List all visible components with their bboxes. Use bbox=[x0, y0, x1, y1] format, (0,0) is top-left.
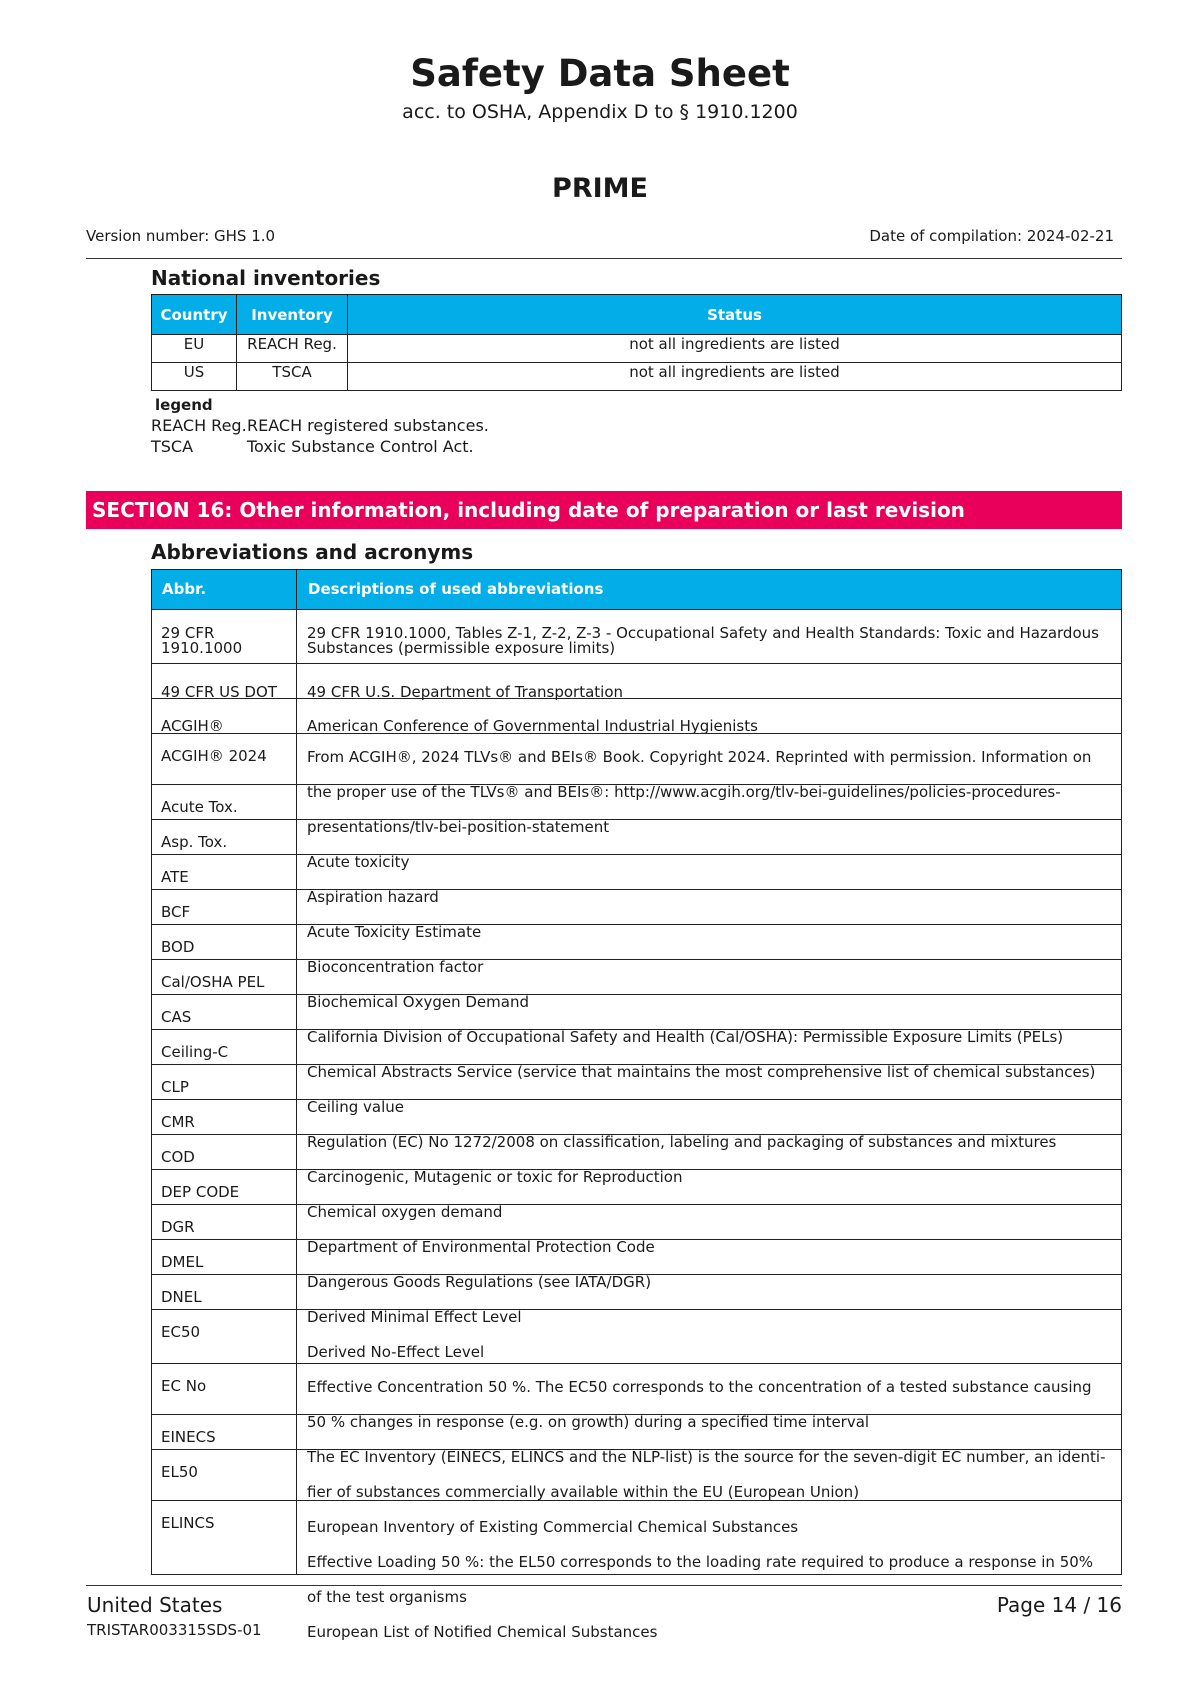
row-divider bbox=[151, 698, 1122, 699]
abbr-cell: EL50 bbox=[161, 1463, 198, 1481]
abbr-cell: ELINCS bbox=[161, 1514, 215, 1532]
description-line: Carcinogenic, Mutagenic or toxic for Reproduction bbox=[307, 1168, 683, 1186]
legend-key: TSCA bbox=[151, 437, 194, 456]
description-line: Ceiling value bbox=[307, 1098, 404, 1116]
table-row bbox=[152, 335, 1122, 363]
description-line: European Inventory of Existing Commercial Chemical Substances bbox=[307, 1518, 799, 1536]
description-line: Department of Environmental Protection Code bbox=[307, 1238, 655, 1256]
abbr-cell: ACGIH® 2024 bbox=[161, 747, 267, 765]
legend-value: Toxic Substance Control Act. bbox=[247, 437, 474, 456]
row-divider bbox=[151, 733, 1122, 734]
description-line: Biochemical Oxygen Demand bbox=[307, 993, 529, 1011]
description-cell: American Conference of Governmental Industrial Hygienists bbox=[307, 717, 758, 735]
page-number: Page 14 / 16 bbox=[996, 1593, 1122, 1617]
description-line: California Division of Occupational Safety and Health (Cal/OSHA): Permissible Exposure Limits (PELs) bbox=[307, 1028, 1064, 1046]
description-line: From ACGIH®, 2024 TLVs® and BEIs® Book. Copyright 2024. Reprinted with permission. Information on bbox=[307, 748, 1092, 766]
compilation-date: Date of compilation: 2024-02-21 bbox=[869, 227, 1114, 245]
descriptions-column bbox=[307, 740, 1117, 1650]
description-line: fier of substances commercially available within the EU (European Union) bbox=[307, 1483, 860, 1501]
status-cell: not all ingredients are listed bbox=[348, 335, 1122, 363]
abbr-cell: 49 CFR US DOT bbox=[161, 683, 277, 701]
description-cell: 49 CFR U.S. Department of Transportation bbox=[307, 683, 624, 701]
description-line: Effective Concentration 50 %. The EC50 corresponds to the concentration of a tested substance causing bbox=[307, 1378, 1092, 1396]
abbr-cell: BCF bbox=[161, 903, 191, 921]
abbr-cell: 29 CFR 1910.1000 bbox=[161, 624, 243, 657]
abbr-cell: DNEL bbox=[161, 1288, 202, 1306]
description-cell: 29 CFR 1910.1000, Tables Z-1, Z-2, Z-3 - Occupational Safety and Health Standards: Toxic and Hazardous Substances (permissible exposure limits) bbox=[307, 624, 1099, 657]
description-line: the proper use of the TLVs® and BEIs®: http://www.acgih.org/tlv-bei-guidelines/policies-procedures- bbox=[307, 783, 1061, 801]
document-title: Safety Data Sheet bbox=[410, 52, 790, 95]
document-subtitle: acc. to OSHA, Appendix D to § 1910.1200 bbox=[402, 101, 798, 123]
footer-divider bbox=[86, 1585, 1122, 1586]
column-header-descriptions: Descriptions of used abbreviations bbox=[308, 580, 604, 598]
abbr-cell: Cal/OSHA PEL bbox=[161, 973, 265, 991]
abbr-cell: Acute Tox. bbox=[161, 798, 238, 816]
column-header-status: Status bbox=[348, 295, 1122, 335]
abbr-cell: DGR bbox=[161, 1218, 195, 1236]
country-cell: EU bbox=[152, 335, 237, 363]
description-line: European List of Notified Chemical Substances bbox=[307, 1623, 658, 1641]
description-line: Aspiration hazard bbox=[307, 888, 439, 906]
table-column-divider bbox=[296, 569, 297, 610]
abbr-cell: DEP CODE bbox=[161, 1183, 240, 1201]
footer-document-code: TRISTAR003315SDS-01 bbox=[87, 1621, 262, 1639]
description-line: Bioconcentration factor bbox=[307, 958, 484, 976]
description-line: Dangerous Goods Regulations (see IATA/DGR) bbox=[307, 1273, 652, 1291]
national-inventories-table bbox=[151, 294, 1122, 391]
description-line: Acute Toxicity Estimate bbox=[307, 923, 482, 941]
abbr-cell: EC50 bbox=[161, 1323, 201, 1341]
column-header-inventory: Inventory bbox=[237, 295, 348, 335]
description-line: Derived No-Effect Level bbox=[307, 1343, 485, 1361]
legend-item bbox=[151, 437, 474, 456]
legend-value: REACH registered substances. bbox=[247, 416, 489, 435]
column-header-country: Country bbox=[152, 295, 237, 335]
description-line: Derived Minimal Effect Level bbox=[307, 1308, 522, 1326]
table-column-divider bbox=[296, 610, 297, 1575]
description-line: presentations/tlv-bei-position-statement bbox=[307, 818, 610, 836]
abbr-cell: ACGIH® bbox=[161, 717, 224, 735]
abbr-cell: CAS bbox=[161, 1008, 192, 1026]
status-cell: not all ingredients are listed bbox=[348, 363, 1122, 391]
abbr-cell: CLP bbox=[161, 1078, 189, 1096]
abbr-cell: COD bbox=[161, 1148, 195, 1166]
national-inventories-heading: National inventories bbox=[151, 266, 381, 290]
description-line: Chemical oxygen demand bbox=[307, 1203, 503, 1221]
column-header-abbr: Abbr. bbox=[162, 580, 207, 598]
abbr-cell: EC No bbox=[161, 1377, 207, 1395]
abbr-cell: EINECS bbox=[161, 1428, 216, 1446]
abbr-cell: CMR bbox=[161, 1113, 195, 1131]
abbr-cell: ATE bbox=[161, 868, 189, 886]
row-divider bbox=[151, 663, 1122, 664]
abbr-cell: DMEL bbox=[161, 1253, 204, 1271]
version-number: Version number: GHS 1.0 bbox=[86, 227, 276, 245]
description-line: of the test organisms bbox=[307, 1588, 467, 1606]
description-line: Chemical Abstracts Service (service that maintains the most comprehensive list of chemical substances) bbox=[307, 1063, 1096, 1081]
table-row bbox=[152, 363, 1122, 391]
inventory-cell: TSCA bbox=[237, 363, 348, 391]
abbreviations-heading: Abbreviations and acronyms bbox=[151, 540, 474, 564]
inventory-cell: REACH Reg. bbox=[237, 335, 348, 363]
abbr-cell: BOD bbox=[161, 938, 195, 956]
description-line: 50 % changes in response (e.g. on growth) during a specified time interval bbox=[307, 1413, 870, 1431]
legend-key: REACH Reg. bbox=[151, 416, 247, 435]
legend-item bbox=[151, 416, 489, 435]
abbr-cell: Ceiling-C bbox=[161, 1043, 229, 1061]
header-divider bbox=[86, 258, 1122, 259]
description-line: Regulation (EC) No 1272/2008 on classification, labeling and packaging of substances and mixtures bbox=[307, 1133, 1057, 1151]
country-cell: US bbox=[152, 363, 237, 391]
description-line: Acute toxicity bbox=[307, 853, 410, 871]
product-name: PRIME bbox=[552, 173, 648, 204]
section-16-banner: SECTION 16: Other information, including date of preparation or last revision bbox=[86, 491, 1122, 529]
abbr-cell: Asp. Tox. bbox=[161, 833, 228, 851]
description-line: The EC Inventory (EINECS, ELINCS and the NLP-list) is the source for the seven-digit EC number, an identi- bbox=[307, 1448, 1106, 1466]
footer-country: United States bbox=[87, 1593, 223, 1617]
legend-title: legend bbox=[155, 396, 213, 414]
description-line: Effective Loading 50 %: the EL50 corresponds to the loading rate required to produce a response in 50% bbox=[307, 1553, 1094, 1571]
